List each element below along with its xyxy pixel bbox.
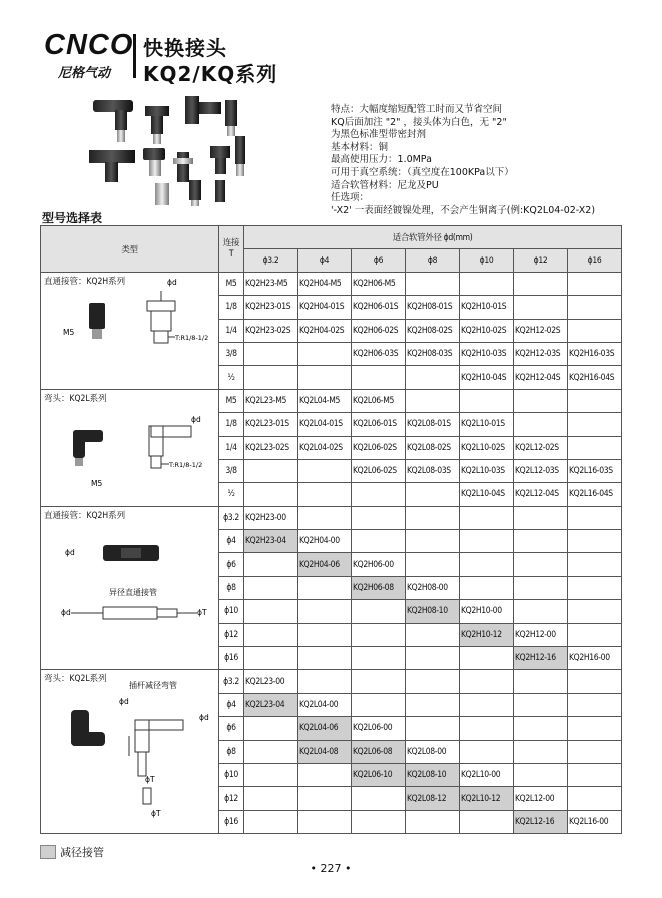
connector-size: 3/8 — [219, 342, 244, 365]
model-cell: KQ2H12-04S — [514, 366, 568, 389]
model-cell — [406, 553, 460, 576]
model-cell: KQ2H08-00 — [406, 576, 460, 599]
model-cell — [568, 319, 622, 342]
group-title: 直通接管：KQ2H系列 — [44, 510, 126, 521]
feature-list — [331, 104, 595, 217]
feature-line: 最高使用压力：1.0MPa — [331, 154, 432, 166]
model-cell — [352, 693, 406, 716]
type-cell — [41, 670, 219, 834]
model-cell — [460, 272, 514, 295]
model-cell — [352, 366, 406, 389]
model-cell: KQ2L04-01S — [298, 413, 352, 436]
page-subtitle: KQ2/KQ系列 — [143, 62, 278, 86]
model-cell — [460, 810, 514, 833]
model-cell: KQ2H10-12 — [460, 623, 514, 646]
model-cell — [352, 600, 406, 623]
model-cell — [514, 693, 568, 716]
connector-size: 1/8 — [219, 413, 244, 436]
model-cell — [568, 576, 622, 599]
model-cell: KQ2H12-03S — [514, 342, 568, 365]
model-cell: KQ2L10-04S — [460, 483, 514, 506]
model-cell — [514, 670, 568, 693]
model-cell — [460, 389, 514, 412]
group-title: 直通接管：KQ2H系列 — [44, 276, 126, 287]
model-cell — [514, 413, 568, 436]
figure-label: ϕd — [65, 547, 75, 557]
brand-logo: CNCO — [44, 29, 134, 61]
figure-label: 异径直通接管 — [109, 587, 157, 597]
connector-size: ϕ16 — [219, 810, 244, 833]
type-cell — [41, 389, 219, 506]
model-cell — [352, 647, 406, 670]
page-number: • 227 • — [310, 862, 352, 875]
diameter-header: ϕ4 — [298, 249, 352, 272]
model-cell — [298, 459, 352, 482]
connector-header: 连接 T — [219, 226, 244, 273]
model-cell — [460, 647, 514, 670]
model-cell — [568, 413, 622, 436]
model-cell — [244, 366, 298, 389]
model-cell: KQ2L06-10 — [352, 763, 406, 786]
model-cell: KQ2L23-04 — [244, 693, 298, 716]
model-cell: KQ2H23-02S — [244, 319, 298, 342]
model-cell: KQ2L23-02S — [244, 436, 298, 459]
plug-in-elbow-figure — [41, 670, 217, 828]
model-cell — [352, 530, 406, 553]
model-cell: KQ2L04-M5 — [298, 389, 352, 412]
model-cell — [298, 506, 352, 529]
model-cell — [568, 530, 622, 553]
model-cell: KQ2L04-06 — [298, 717, 352, 740]
feature-line: KQ后面加注 "2" ，接头体为白色，无 "2" — [331, 116, 507, 128]
type-cell — [41, 506, 219, 670]
model-cell: KQ2H16-04S — [568, 366, 622, 389]
model-cell — [244, 717, 298, 740]
model-cell — [568, 506, 622, 529]
feature-line: 特点：大幅度缩短配管工时而又节省空间 — [331, 104, 503, 115]
model-cell: KQ2H04-06 — [298, 553, 352, 576]
table-row — [41, 389, 622, 412]
model-cell — [298, 810, 352, 833]
model-cell — [244, 647, 298, 670]
model-cell: KQ2H12-00 — [514, 623, 568, 646]
model-cell — [244, 623, 298, 646]
model-cell: KQ2L12-03S — [514, 459, 568, 482]
model-cell: KQ2L16-00 — [568, 810, 622, 833]
connector-size: ϕ12 — [219, 787, 244, 810]
model-cell — [406, 717, 460, 740]
connector-size: ½ — [219, 483, 244, 506]
group-title: 弯头：KQ2L系列 — [44, 393, 107, 404]
model-cell: KQ2L10-02S — [460, 436, 514, 459]
model-cell: KQ2L12-16 — [514, 810, 568, 833]
group-title: 弯头：KQ2L系列 — [44, 674, 107, 685]
connector-size: ϕ10 — [219, 763, 244, 786]
model-cell: KQ2H08-01S — [406, 296, 460, 319]
model-cell: KQ2L04-08 — [298, 740, 352, 763]
model-cell: KQ2H16-03S — [568, 342, 622, 365]
connector-size: ϕ16 — [219, 647, 244, 670]
type-header: 类型 — [41, 226, 219, 273]
model-cell: KQ2L16-03S — [568, 459, 622, 482]
model-cell — [244, 763, 298, 786]
model-cell: KQ2L06-00 — [352, 717, 406, 740]
model-cell: KQ2L08-00 — [406, 740, 460, 763]
feature-line: 可用于真空系统：（真空度在100KPa以下） — [331, 166, 514, 178]
model-cell — [406, 530, 460, 553]
model-cell: KQ2H23-04 — [244, 530, 298, 553]
model-cell — [244, 600, 298, 623]
model-cell — [514, 530, 568, 553]
connector-size: ϕ4 — [219, 693, 244, 716]
model-cell: KQ2H10-04S — [460, 366, 514, 389]
model-cell: KQ2H04-01S — [298, 296, 352, 319]
tube-od-header: 适合软管外径 ϕd(mm) — [244, 226, 622, 249]
model-cell — [460, 693, 514, 716]
model-cell — [406, 647, 460, 670]
model-cell — [568, 787, 622, 810]
model-cell: KQ2H06-03S — [352, 342, 406, 365]
model-cell: KQ2L08-12 — [406, 787, 460, 810]
model-cell: KQ2H10-02S — [460, 319, 514, 342]
model-cell: KQ2L08-03S — [406, 459, 460, 482]
figure-label: ϕT — [145, 775, 155, 785]
model-cell — [352, 483, 406, 506]
model-cell — [406, 389, 460, 412]
model-cell: KQ2H08-03S — [406, 342, 460, 365]
model-cell: KQ2L04-02S — [298, 436, 352, 459]
model-cell — [514, 576, 568, 599]
model-cell: KQ2H04-02S — [298, 319, 352, 342]
model-cell — [568, 272, 622, 295]
model-cell — [244, 342, 298, 365]
model-cell: KQ2H08-02S — [406, 319, 460, 342]
feature-line: '-X2' 一表面经镀镍处理，不会产生铜离子(例:KQ2L04-02-X2) — [331, 204, 596, 216]
elbow-fitting-figure — [41, 390, 217, 502]
connector-size: 1/4 — [219, 436, 244, 459]
title-divider — [133, 34, 136, 78]
model-cell — [406, 810, 460, 833]
figure-label: ϕT — [197, 607, 207, 617]
model-cell: KQ2L08-01S — [406, 413, 460, 436]
figure-label: ϕd — [191, 414, 201, 424]
reducer-union-figure — [41, 507, 217, 665]
model-cell: KQ2L16-04S — [568, 483, 622, 506]
model-cell — [568, 296, 622, 319]
figure-label: M5 — [91, 478, 103, 488]
model-cell: KQ2L06-M5 — [352, 389, 406, 412]
model-cell — [406, 272, 460, 295]
table-row — [41, 506, 622, 529]
model-cell: KQ2H04-M5 — [298, 272, 352, 295]
model-cell: KQ2H12-16 — [514, 647, 568, 670]
model-cell — [568, 763, 622, 786]
straight-fitting-figure — [41, 273, 217, 385]
model-cell — [244, 787, 298, 810]
diameter-header: ϕ16 — [568, 249, 622, 272]
model-selection-table — [40, 225, 622, 834]
model-cell — [298, 763, 352, 786]
model-cell: KQ2H16-00 — [568, 647, 622, 670]
model-cell — [352, 787, 406, 810]
connector-size: M5 — [219, 272, 244, 295]
model-cell — [352, 506, 406, 529]
model-cell: KQ2L12-00 — [514, 787, 568, 810]
diameter-header: ϕ6 — [352, 249, 406, 272]
figure-label: ϕd — [119, 697, 129, 707]
table-row — [41, 272, 622, 295]
model-cell: KQ2L10-01S — [460, 413, 514, 436]
figure-label: ϕT — [151, 809, 161, 819]
figure-label: T:R1/8-1/2 — [175, 333, 209, 342]
model-cell — [298, 787, 352, 810]
diameter-header: ϕ3.2 — [244, 249, 298, 272]
legend-label: 减径接管 — [60, 846, 104, 859]
model-cell — [244, 576, 298, 599]
model-cell: KQ2H08-10 — [406, 600, 460, 623]
model-cell: KQ2H12-02S — [514, 319, 568, 342]
model-cell — [406, 623, 460, 646]
model-cell — [568, 623, 622, 646]
model-cell: KQ2H06-M5 — [352, 272, 406, 295]
model-cell — [568, 717, 622, 740]
model-cell — [460, 576, 514, 599]
model-cell: KQ2H04-00 — [298, 530, 352, 553]
model-cell — [298, 576, 352, 599]
model-cell: KQ2L12-04S — [514, 483, 568, 506]
model-cell: KQ2H10-03S — [460, 342, 514, 365]
model-cell — [406, 366, 460, 389]
model-cell: KQ2H10-00 — [460, 600, 514, 623]
model-cell: KQ2H06-08 — [352, 576, 406, 599]
connector-size: ϕ12 — [219, 623, 244, 646]
model-cell — [244, 459, 298, 482]
model-cell: KQ2L23-M5 — [244, 389, 298, 412]
figure-label: ϕd — [199, 713, 209, 723]
connector-size: ϕ3.2 — [219, 506, 244, 529]
diameter-header: ϕ8 — [406, 249, 460, 272]
model-cell — [460, 740, 514, 763]
model-cell: KQ2L08-10 — [406, 763, 460, 786]
model-cell — [568, 600, 622, 623]
model-cell — [244, 810, 298, 833]
model-cell — [298, 342, 352, 365]
model-cell — [514, 506, 568, 529]
model-cell — [568, 693, 622, 716]
model-cell: KQ2H06-01S — [352, 296, 406, 319]
feature-line: 基本材料：铜 — [331, 141, 389, 153]
model-cell — [298, 647, 352, 670]
connector-size: 1/8 — [219, 296, 244, 319]
connector-size: 1/4 — [219, 319, 244, 342]
model-cell: KQ2H23-00 — [244, 506, 298, 529]
model-cell: KQ2H23-01S — [244, 296, 298, 319]
connector-size: ϕ3.2 — [219, 670, 244, 693]
model-cell: KQ2L04-00 — [298, 693, 352, 716]
connector-size: ϕ8 — [219, 740, 244, 763]
model-cell: KQ2L10-03S — [460, 459, 514, 482]
model-cell — [568, 553, 622, 576]
figure-label: ϕd — [61, 607, 71, 617]
model-cell — [406, 670, 460, 693]
figure-label: M5 — [63, 327, 75, 337]
model-cell — [514, 763, 568, 786]
model-cell: KQ2H06-00 — [352, 553, 406, 576]
model-cell — [460, 506, 514, 529]
section-title: 型号选择表 — [42, 211, 103, 225]
model-cell — [244, 740, 298, 763]
model-cell — [352, 810, 406, 833]
model-cell — [514, 553, 568, 576]
diameter-header: ϕ10 — [460, 249, 514, 272]
model-cell — [568, 436, 622, 459]
page-title: 快换接头 — [143, 36, 227, 60]
connector-size: ½ — [219, 366, 244, 389]
feature-line: 适合软管材料：尼龙及PU — [331, 179, 439, 191]
model-cell: KQ2L23-00 — [244, 670, 298, 693]
model-cell: KQ2L06-01S — [352, 413, 406, 436]
legend-swatch — [40, 845, 56, 859]
model-cell: KQ2L10-00 — [460, 763, 514, 786]
model-cell: KQ2H10-01S — [460, 296, 514, 319]
connector-size: ϕ8 — [219, 576, 244, 599]
model-cell — [514, 389, 568, 412]
model-cell — [460, 553, 514, 576]
model-cell — [298, 366, 352, 389]
model-cell — [568, 670, 622, 693]
type-cell — [41, 272, 219, 389]
feature-line: 任选项： — [331, 192, 370, 204]
model-cell — [406, 506, 460, 529]
model-cell — [514, 740, 568, 763]
model-cell — [352, 670, 406, 693]
model-cell: KQ2H06-02S — [352, 319, 406, 342]
model-cell: KQ2L12-02S — [514, 436, 568, 459]
model-cell: KQ2L06-02S — [352, 436, 406, 459]
model-cell: KQ2H23-M5 — [244, 272, 298, 295]
model-cell — [298, 600, 352, 623]
model-cell: KQ2L08-02S — [406, 436, 460, 459]
model-cell — [514, 272, 568, 295]
model-cell — [514, 717, 568, 740]
model-cell: KQ2L06-02S — [352, 459, 406, 482]
model-cell — [514, 600, 568, 623]
model-cell — [298, 670, 352, 693]
connector-size: ϕ4 — [219, 530, 244, 553]
model-cell — [298, 483, 352, 506]
connector-size: M5 — [219, 389, 244, 412]
model-cell — [460, 717, 514, 740]
model-cell — [352, 623, 406, 646]
product-photo — [85, 88, 310, 208]
model-cell — [460, 530, 514, 553]
model-cell — [406, 483, 460, 506]
model-cell — [298, 623, 352, 646]
model-cell: KQ2L23-01S — [244, 413, 298, 436]
model-cell — [244, 553, 298, 576]
model-cell — [568, 389, 622, 412]
connector-size: ϕ6 — [219, 553, 244, 576]
figure-label: 插杆减径弯管 — [129, 681, 177, 691]
model-cell — [406, 693, 460, 716]
brand-subtitle: 尼格气动 — [58, 66, 111, 81]
table-row — [41, 670, 622, 693]
connector-size: ϕ10 — [219, 600, 244, 623]
figure-label: T:R1/8-1/2 — [169, 460, 203, 469]
model-cell — [568, 740, 622, 763]
connector-size: 3/8 — [219, 459, 244, 482]
feature-line: 为黑色标准型带密封剂 — [331, 129, 427, 141]
connector-size: ϕ6 — [219, 717, 244, 740]
model-cell: KQ2L10-12 — [460, 787, 514, 810]
model-cell — [460, 670, 514, 693]
model-cell — [514, 296, 568, 319]
diameter-header: ϕ12 — [514, 249, 568, 272]
model-cell — [244, 483, 298, 506]
figure-label: ϕd — [167, 277, 177, 287]
model-cell: KQ2L06-08 — [352, 740, 406, 763]
